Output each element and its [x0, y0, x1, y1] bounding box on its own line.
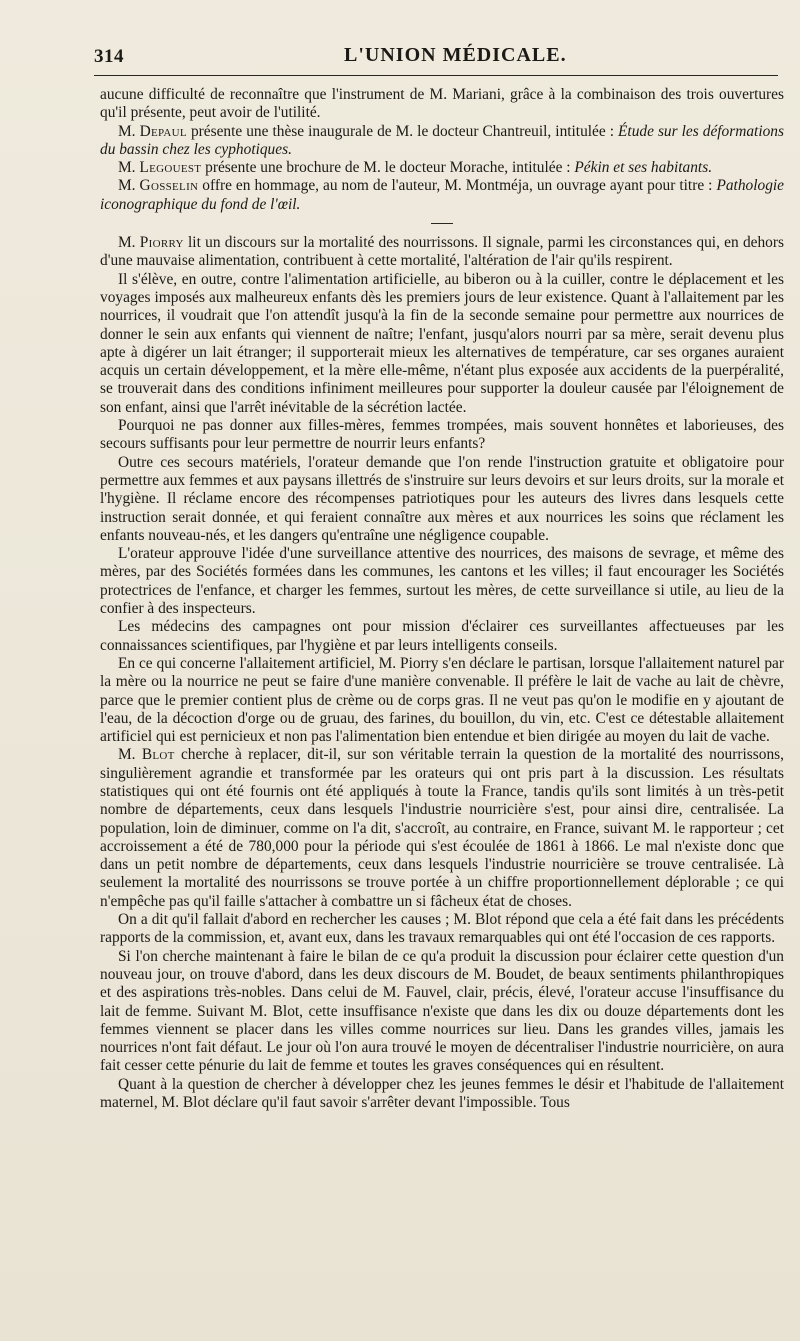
text-run: Il s'élève, en outre, contre l'alimentation artificielle, au biberon ou à la cuiller, contre le déplacement et les voyages imposés aux malheureux enfants dès les premiers jours de leur existence. Quant à l'allaitement par les nourrices, il voudrait que l'on attendît jusqu'à la fin de la seconde semaine pour permettre aux nourrices de donner le sein aux enfants qui viennent de naître; l'enfant, jusqu'alors nourri par sa mère, serait devenu plus apte à digérer un lait étranger; il supporterait mieux les alternatives de température, car ses organes auraient acquis un certain développement, et la mère elle-même, n'étant plus exposée aux accidents de la puerpéralité, se trouverait dans des conditions infiniment meilleures pour supporter la douleur causée par l'éloignement de son enfant, ainsi que l'arrêt inévitable de la sécrétion lactée. — [100, 270, 784, 416]
paragraph-p11 — [100, 746, 784, 911]
page-number: 314 — [94, 46, 124, 67]
work-title: Pathologie iconographique du fond de l'œil. — [100, 177, 784, 213]
paragraph-p6 — [100, 417, 784, 454]
article-body — [100, 86, 784, 1112]
paragraph-p9 — [100, 618, 784, 655]
speaker-name: Gosselin — [139, 177, 199, 195]
paragraph-p1 — [100, 123, 784, 160]
text-run: présente une brochure de M. le docteur Morache, intitulée : — [201, 159, 575, 177]
speaker-name: Blot — [141, 746, 175, 764]
text-run: M. — [118, 746, 142, 764]
text-run: M. — [118, 234, 140, 252]
text-run: M. — [118, 177, 140, 195]
text-run: lit un discours sur la mortalité des nourrissons. Il signale, parmi les circonstances qui, en dehors d'une mauvaise alimentation, contribuent à cette mortalité, l'altération de l'air qu'ils respirent. — [100, 234, 784, 270]
section-separator — [431, 223, 453, 224]
text-run: On a dit qu'il fallait d'abord en rechercher les causes ; M. Blot répond que cela a été fait dans les précédents rapports de la commission, et, avant eux, dans les travaux remarquables qui ont été l'occasion de ces rapports. — [100, 911, 784, 947]
text-run: L'orateur approuve l'idée d'une surveillance attentive des nourrices, des maisons de sevrage, et même des mères, par des Sociétés formées dans les communes, les cantons et les villes; il faut encourager les Sociétés protectrices de l'enfance, et charger les femmes, surtout les mères, de cette surveillance si utile, au lieu de la confier à des inspecteurs. — [100, 545, 784, 618]
paragraph-p8 — [100, 545, 784, 618]
text-run: aucune difficulté de reconnaître que l'instrument de M. Mariani, grâce à la combinaison des trois ouvertures qu'il présente, peut avoir de l'utilité. — [100, 86, 784, 122]
text-run: offre en hommage, au nom de l'auteur, M. Montméja, un ouvrage ayant pour titre : — [198, 177, 717, 195]
speaker-name: Depaul — [139, 122, 187, 140]
paragraph-p12 — [100, 911, 784, 948]
running-title: L'UNION MÉDICALE. — [344, 44, 567, 66]
work-title: Pékin et ses habitants. — [574, 159, 713, 177]
text-run: Si l'on cherche maintenant à faire le bilan de ce qu'a produit la discussion pour éclairer cette question d'un nouveau jour, on trouve d'abord, dans les deux discours de M. Boudet, de beaux sentiments philanthropiques et des aspirations très-nobles. Dans celui de M. Fauvel, clair, précis, élevé, l'orateur accuse l'insuffisance du lait de femme. Suivant M. Blot, cette insuffisance n'existe que dans les dix ou douze départements dont les femmes viennent se placer dans les villes comme nourrices sur lieu. Dans les grandes villes, jamais les nourrices n'ont fait défaut. Le jour où l'on aura trouvé le moyen de décentraliser l'industrie nourricière, on aura fait cesser cette pénurie du lait de femme et toutes les graves conséquences qui en résultent. — [100, 947, 784, 1075]
speaker-name: Piorry — [139, 234, 184, 252]
paragraph-p10 — [100, 655, 784, 746]
text-run: Les médecins des campagnes ont pour mission d'éclairer ces surveillantes affectueuses par les connaissances scientifiques, par l'hygiène et par leurs intelligents conseils. — [100, 618, 784, 654]
text-run: Outre ces secours matériels, l'orateur demande que l'on rende l'instruction gratuite et obligatoire pour permettre aux femmes et aux paysans illettrés de s'instruire sur leurs devoirs et sur leurs droits, sur la morale et l'hygiène. Il réclame encore des récompenses patriotiques pour les auteurs des livres dans lesquels cette instruction serait donnée, et qui feraient connaître aux mères et aux nourrices les soins que réclament les enfants nouveau-nés, et les dangers qu'entraîne une négligence coupable. — [100, 453, 784, 544]
paragraph-p13 — [100, 948, 784, 1076]
header-rule — [94, 75, 778, 76]
paragraph-p4 — [100, 234, 784, 271]
paragraph-p14 — [100, 1076, 784, 1113]
text-run: Pourquoi ne pas donner aux filles-mères, femmes trompées, mais souvent honnêtes et laborieuses, des secours suffisants pour leur permettre de nourrir leurs enfants? — [100, 417, 784, 453]
speaker-name: Legouest — [139, 159, 202, 177]
paragraph-p3 — [100, 177, 784, 214]
paragraph-p5 — [100, 271, 784, 417]
page-header — [94, 40, 782, 76]
work-title: Étude sur les déformations du bassin chez les cyphotiques. — [100, 122, 784, 158]
text-run: cherche à replacer, dit-il, sur son véritable terrain la question de la mortalité des nourrissons, singulièrement agrandie et transformée par les orateurs qui ont pris part à la discussion. Les résultats statistiques qui ont été fournis ont été appliqués à toute la France, tandis qu'ils sont limités à un très-petit nombre de départements, ceux dans lesquels l'industrie nourricière s'est, pour ainsi dire, centralisée. La population, loin de diminuer, comme on l'a dit, s'accroît, au contraire, en France, suivant M. le rapporteur ; cet accroissement a été de 780,000 pour la période qui s'est écoulée de 1861 à 1866. Le mal n'existe donc que dans un petit nombre de départements, ceux dans lesquels l'industrie nourricière se trouve centralisée. Là seulement la mortalité des nourrissons se trouve portée à un chiffre proportionnellement déplorable ; ce qui n'empêche pas qu'il faille s'attacher à combattre un si fâcheux état de choses. — [100, 746, 784, 910]
text-run: M. — [118, 122, 140, 140]
text-run: M. — [118, 159, 140, 177]
paragraph-p0 — [100, 86, 784, 123]
text-run: En ce qui concerne l'allaitement artificiel, M. Piorry s'en déclare le partisan, lorsque l'allaitement naturel par la mère ou la nourrice ne peut se faire d'une manière convenable. Il préfère le lait de vache au lait de chèvre, parce que le premier contient plus de crème ou de corps gras. Il ne veut pas qu'on le modifie en y ajoutant de l'eau, de la décoction d'orge ou de gruau, des farines, du bouillon, du vin, etc. C'est ce détestable allaitement artificiel qui est pernicieux et non pas l'alimentation bien entendue et bien dirigée au moyen du lait de vache. — [100, 654, 784, 746]
paragraph-p7 — [100, 454, 784, 545]
text-run: présente une thèse inaugurale de M. le docteur Chantreuil, intitulée : — [186, 122, 619, 140]
paragraph-p2 — [100, 159, 784, 177]
text-run: Quant à la question de chercher à développer chez les jeunes femmes le désir et l'habitude de l'allaitement maternel, M. Blot déclare qu'il faut savoir s'arrêter devant l'impossible. Tous — [100, 1075, 784, 1112]
